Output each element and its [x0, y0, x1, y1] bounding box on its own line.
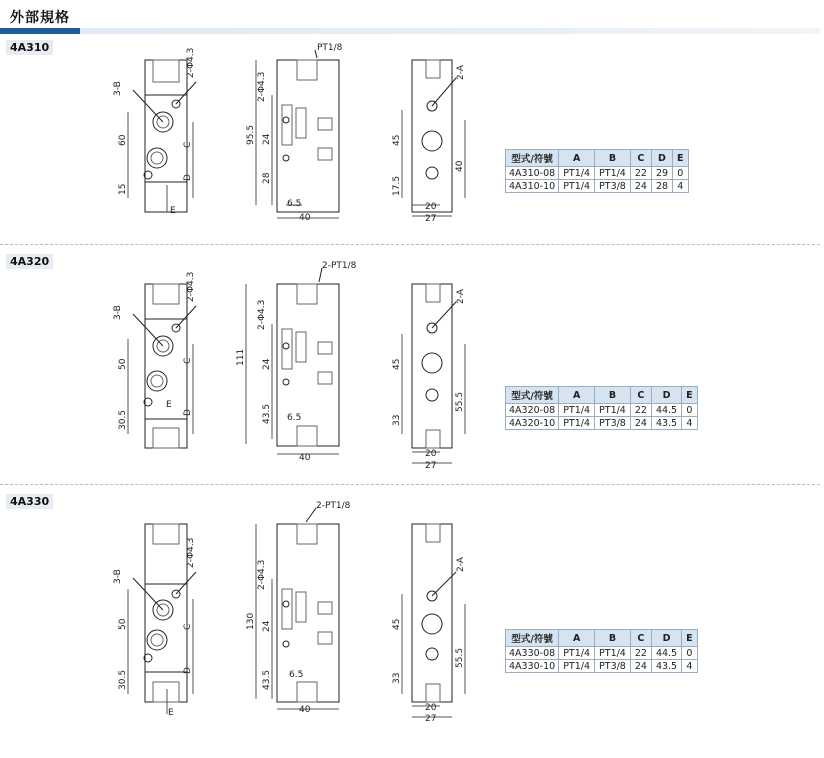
cell-e: 4 — [682, 417, 698, 430]
front-screw-label: 2-Φ4.3 — [186, 47, 196, 78]
header-c: C — [630, 387, 651, 404]
front-dim-height: 50 — [118, 358, 128, 370]
header-a: A — [559, 150, 595, 167]
drawing-4a320 — [0, 244, 824, 488]
cell-model: 4A310-08 — [506, 167, 559, 180]
front-dim-bottom: 30.5 — [118, 669, 128, 690]
side-dim-total: 111 — [236, 348, 246, 366]
cell-a: PT1/4 — [559, 647, 595, 660]
cell-a: PT1/4 — [559, 180, 595, 193]
rear-dim-20: 20 — [425, 202, 437, 212]
side-dim-width: 40 — [299, 705, 311, 715]
front-port-b-label: 3-B — [113, 81, 123, 96]
rear-body — [412, 60, 452, 212]
spec-table-4a330 — [505, 629, 698, 673]
cell-e: 4 — [682, 660, 698, 673]
rear-dim-45: 45 — [392, 618, 402, 630]
spec-table-4a320 — [505, 386, 698, 430]
side-body — [277, 60, 339, 212]
cell-d: 43.5 — [651, 660, 681, 673]
side-dim-low: 43.5 — [262, 403, 272, 424]
table-row — [506, 660, 698, 673]
cell-d: 29 — [651, 167, 672, 180]
table-row — [506, 647, 698, 660]
side-pilot-label: PT1/8 — [317, 43, 343, 53]
header-b: B — [595, 630, 631, 647]
front-dim-bottom: 15 — [118, 183, 128, 195]
rear-dim-right: 40 — [455, 160, 465, 172]
rear-dim-27: 27 — [425, 714, 437, 724]
front-dim-height: 50 — [118, 618, 128, 630]
side-dim-65: 6.5 — [287, 413, 302, 423]
cell-b: PT1/4 — [595, 647, 631, 660]
side-dim-width: 40 — [299, 213, 311, 223]
cell-b: PT1/4 — [595, 167, 631, 180]
rear-dim-20: 20 — [425, 703, 437, 713]
table-row — [506, 404, 698, 417]
side-screw-label: 2-Φ4.3 — [257, 71, 267, 102]
cell-c: 22 — [630, 167, 651, 180]
header-d: D — [651, 630, 681, 647]
cell-d: 28 — [651, 180, 672, 193]
rear-dim-27: 27 — [425, 461, 437, 471]
side-dim-low: 43.5 — [262, 669, 272, 690]
header-model: 型式/符號 — [506, 150, 559, 167]
header-c: C — [630, 630, 651, 647]
drawing-4a310 — [0, 0, 824, 244]
rear-dim-27: 27 — [425, 214, 437, 224]
cell-e: 0 — [682, 647, 698, 660]
front-screw-label: 2-Φ4.3 — [186, 537, 196, 568]
cell-model: 4A330-08 — [506, 647, 559, 660]
cell-model: 4A320-10 — [506, 417, 559, 430]
cell-model: 4A310-10 — [506, 180, 559, 193]
side-screw-label: 2-Φ4.3 — [257, 559, 267, 590]
model-label: 4A330 — [6, 494, 53, 509]
front-port-b-label: 3-B — [113, 305, 123, 320]
rear-dim-45: 45 — [392, 134, 402, 146]
header-e: E — [682, 630, 698, 647]
header-a: A — [559, 630, 595, 647]
cell-b: PT3/8 — [595, 660, 631, 673]
header-b: B — [595, 150, 631, 167]
cell-b: PT3/8 — [595, 417, 631, 430]
side-dim-width: 40 — [299, 453, 311, 463]
front-dim-e: E — [166, 400, 172, 410]
model-label: 4A310 — [6, 40, 53, 55]
rear-dim-right: 55.5 — [455, 647, 465, 668]
cell-c: 22 — [630, 404, 651, 417]
front-dim-e: E — [168, 708, 174, 718]
cell-c: 22 — [630, 647, 651, 660]
cell-c: 24 — [630, 180, 651, 193]
rear-dim-right: 55.5 — [455, 391, 465, 412]
cell-model: 4A330-10 — [506, 660, 559, 673]
rear-port-a-label: 2-A — [456, 557, 466, 572]
side-pilot-label: 2-PT1/8 — [316, 501, 351, 511]
rear-dim-lower: 33 — [392, 672, 402, 684]
header-e: E — [682, 387, 698, 404]
side-dim-24: 24 — [262, 620, 272, 632]
front-dim-bottom: 30.5 — [118, 409, 128, 430]
cell-d: 43.5 — [651, 417, 681, 430]
front-screw-label: 2-Φ4.3 — [186, 271, 196, 302]
cell-b: PT3/8 — [595, 180, 631, 193]
front-dim-d: D — [183, 667, 193, 674]
cell-a: PT1/4 — [559, 417, 595, 430]
cell-model: 4A320-08 — [506, 404, 559, 417]
side-dim-low: 28 — [262, 172, 272, 184]
side-dim-24: 24 — [262, 133, 272, 145]
drawing-4a330 — [0, 484, 824, 758]
table-row — [506, 180, 689, 193]
cell-a: PT1/4 — [559, 167, 595, 180]
header-e: E — [673, 150, 689, 167]
rear-dim-20: 20 — [425, 449, 437, 459]
rear-dim-lower: 17.5 — [392, 175, 402, 196]
cell-c: 24 — [630, 660, 651, 673]
front-dim-c: C — [183, 141, 193, 148]
side-dim-65: 6.5 — [289, 670, 304, 680]
model-label: 4A320 — [6, 254, 53, 269]
header-d: D — [651, 150, 672, 167]
rear-dim-45: 45 — [392, 358, 402, 370]
cell-a: PT1/4 — [559, 404, 595, 417]
header-a: A — [559, 387, 595, 404]
side-dim-total: 95.5 — [246, 124, 256, 145]
cell-b: PT1/4 — [595, 404, 631, 417]
front-port-b-label: 3-B — [113, 569, 123, 584]
side-screw-label: 2-Φ4.3 — [257, 299, 267, 330]
table-row — [506, 417, 698, 430]
side-dim-65: 6.5 — [287, 199, 302, 209]
rear-port-a-label: 2-A — [456, 289, 466, 304]
side-pilot-label: 2-PT1/8 — [322, 261, 357, 271]
front-dim-d: D — [183, 409, 193, 416]
cell-e: 4 — [673, 180, 689, 193]
rear-dim-lower: 33 — [392, 414, 402, 426]
cell-a: PT1/4 — [559, 660, 595, 673]
cell-c: 24 — [630, 417, 651, 430]
cell-d: 44.5 — [651, 647, 681, 660]
header-c: C — [630, 150, 651, 167]
header-d: D — [651, 387, 681, 404]
side-dim-total: 130 — [246, 612, 256, 630]
cell-d: 44.5 — [651, 404, 681, 417]
cell-e: 0 — [673, 167, 689, 180]
header-model: 型式/符號 — [506, 387, 559, 404]
rear-port-a-label: 2-A — [456, 65, 466, 80]
front-dim-c: C — [183, 357, 193, 364]
front-dim-height: 60 — [118, 134, 128, 146]
front-dim-e: E — [170, 206, 176, 216]
spec-table-4a310 — [505, 149, 689, 193]
header-b: B — [595, 387, 631, 404]
side-dim-24: 24 — [262, 358, 272, 370]
front-dim-c: C — [183, 623, 193, 630]
page-title: 外部規格 — [10, 10, 70, 26]
table-row — [506, 167, 689, 180]
front-body — [145, 60, 187, 212]
cell-e: 0 — [682, 404, 698, 417]
front-dim-d: D — [183, 174, 193, 181]
header-model: 型式/符號 — [506, 630, 559, 647]
